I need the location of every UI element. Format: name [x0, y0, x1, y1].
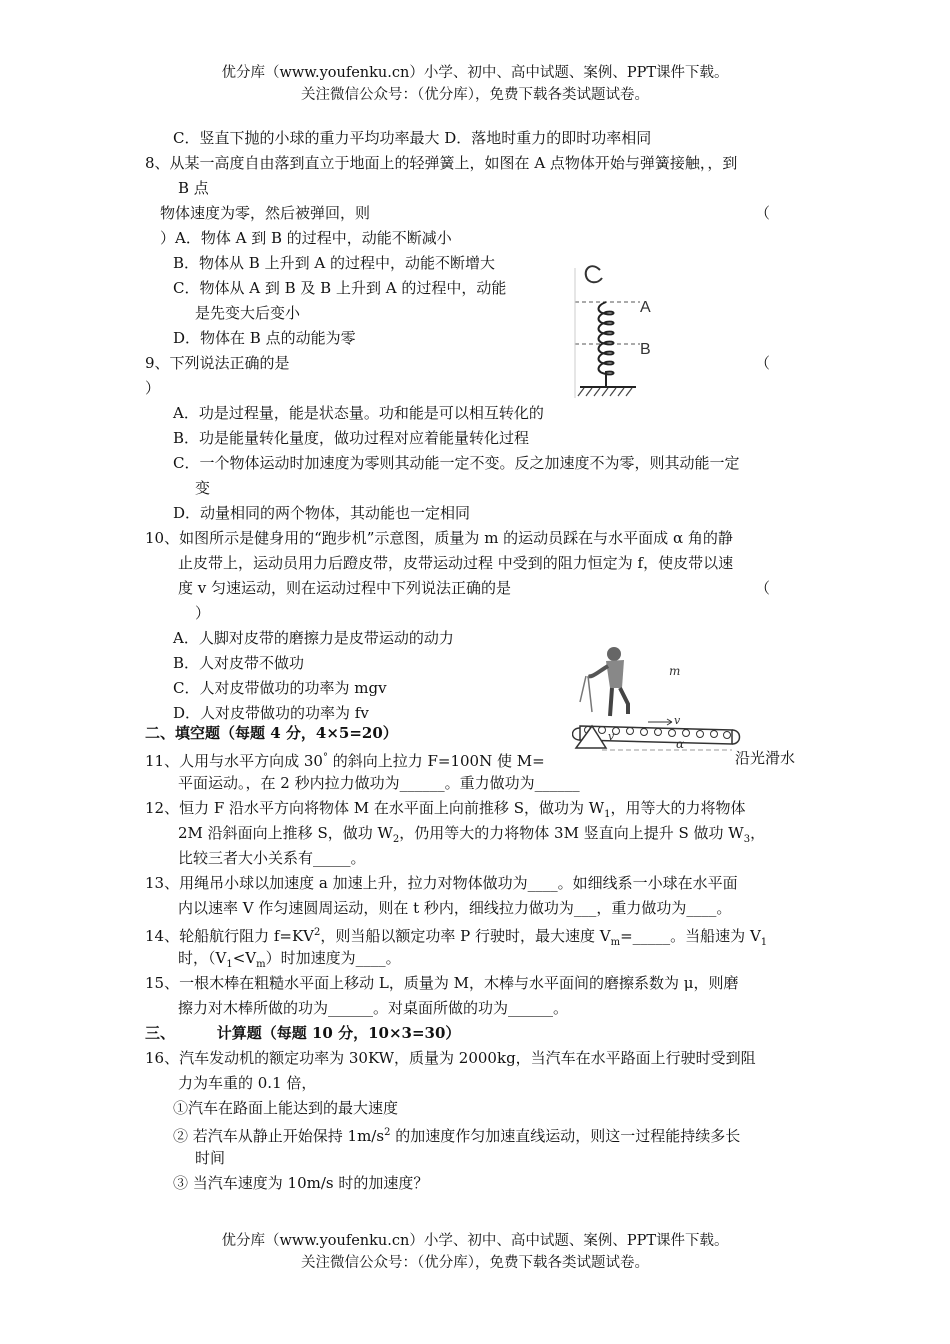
- q7-options-cd: C．竖直下抛的小球的重力平均功率最大 D．落地时重力的即时功率相同: [173, 129, 652, 147]
- q8-paren-open: （: [755, 204, 771, 222]
- q9-option-b: B．功是能量转化量度，做功过程对应着能量转化过程: [173, 429, 530, 447]
- footer-line-1: 优分库（www.youfenku.cn）小学、初中、高中试题、案例、PPT课件下载。: [221, 1233, 729, 1249]
- section-3-title: 三、 计算题（每题 10 分，10×3=30）: [145, 1024, 461, 1042]
- q9-option-d: D．动量相同的两个物体，其动能也一定相同: [173, 504, 471, 522]
- q8-option-c-2: 是先变大后变小: [195, 304, 301, 322]
- treadmill-figure: [572, 642, 742, 754]
- q16-line-2: 力为车重的 0.1 倍，: [178, 1074, 317, 1092]
- ground-hatch: [578, 388, 632, 396]
- label-a: A: [640, 299, 651, 316]
- q9-stem: 9、下列说法正确的是: [145, 354, 290, 372]
- q8-option-d: D．物体在 B 点的动能为零: [173, 329, 356, 347]
- q9-paren-open: （: [755, 354, 771, 372]
- roller: [641, 729, 648, 736]
- header-line-2: 关注微信公众号：（优分库），免费下载各类试题试卷。: [301, 87, 649, 103]
- q8-option-b: B．物体从 B 上升到 A 的过程中，动能不断增大: [173, 254, 495, 272]
- q16-item-1: ①汽车在路面上能达到的最大速度: [173, 1099, 399, 1117]
- q12-line-3: 比较三者大小关系有_____。: [178, 849, 366, 867]
- roller: [711, 731, 718, 738]
- q10-stem-1: 10、如图所示是健身用的“跑步机”示意图，质量为 m 的运动员踩在与水平面成 α 角的静: [145, 529, 733, 547]
- q12-line-1: 12、恒力 F 沿水平方向将物体 M 在水平面上向前推移 S，做功为 $W_1$，用等大的力将物体: [145, 799, 746, 820]
- falling-ball-shape: [586, 266, 602, 282]
- q16-item-3: ③ 当汽车速度为 10m/s 时的加速度？: [173, 1174, 429, 1192]
- spring-coil: [599, 302, 614, 386]
- q13-line-1: 13、用绳吊小球以加速度 a 加速上升，拉力对物体做功为____。如细线系一小球在水平面: [145, 874, 738, 892]
- roller: [724, 732, 731, 739]
- footer-line-2: 关注微信公众号：（优分库），免费下载各类试题试卷。: [301, 1255, 649, 1271]
- runner-head: [607, 647, 621, 661]
- q10-option-b: B．人对皮带不做功: [173, 654, 305, 672]
- runner-arm: [588, 666, 608, 676]
- roller: [697, 731, 704, 738]
- q15-line-2: 擦力对木棒所做的功为______。对桌面所做的功为______。: [178, 999, 569, 1017]
- q10-stem-3: 度 v 匀速运动，则在运动过程中下列说法正确的是: [178, 579, 512, 597]
- q11-line-1: 11、人用与水平方向成 30° 的斜向上拉力 F=100N 使 M=: [145, 752, 545, 770]
- q8-option-c-1: C．物体从 A 到 B 及 B 上升到 A 的过程中，动能: [173, 279, 507, 297]
- q16-line-1: 16、汽车发动机的额定功率为 30KW，质量为 2000kg，当汽车在水平路面上行驶时受到阻: [145, 1049, 756, 1067]
- q16-item-2-cont: 时间: [195, 1149, 226, 1167]
- header-line-1: 优分库（www.youfenku.cn）小学、初中、高中试题、案例、PPT课件下载。: [221, 65, 729, 81]
- q8-option-a: ）A．物体 A 到 B 的过程中，动能不断减小: [160, 229, 452, 247]
- q10-option-c: C．人对皮带做功的功率为 mgv: [173, 679, 387, 697]
- q14-line-2: 时，$(V_1<V_m)$时加速度为____。: [178, 949, 401, 970]
- q15-line-1: 15、一根木棒在粗糙水平面上移动 L，质量为 M，木棒与水平面间的磨擦系数为 μ，则磨: [145, 974, 739, 992]
- label-m: m: [669, 664, 681, 678]
- roller: [599, 727, 606, 734]
- q9-option-c-1: C．一个物体运动时加速度为零则其动能一定不变。反之加速度不为零，则其动能一定: [173, 454, 740, 472]
- q8-stem-2: 物体速度为零，然后被弹回，则: [160, 204, 371, 222]
- roller: [655, 729, 662, 736]
- q10-stem-2: 止皮带上，运动员用力后蹬皮带，皮带运动过程 中受到的阻力恒定为 f，使皮带以速: [178, 554, 734, 572]
- runner-body: [606, 660, 624, 688]
- roller: [683, 730, 690, 737]
- rope: [580, 676, 592, 712]
- q13-line-2: 内以速率 V 作匀速圆周运动，则在 t 秒内，细线拉力做功为___，重力做功为____。: [178, 899, 732, 917]
- q9-option-a: A．功是过程量，能是状态量。功和能是可以相互转化的: [173, 404, 544, 422]
- runner-legs: [610, 688, 628, 716]
- label-v-bottom: v: [608, 730, 615, 743]
- label-v-top: v: [674, 714, 681, 727]
- q14-line-1: 14、轮船航行阻力 $f=KV^2$，则当船以额定功率 P 行驶时，最大速度 $V_m=\_\_\_\_\_$。当船速为 $V_1$: [145, 927, 768, 948]
- q10-paren-close: ）: [195, 604, 211, 622]
- q10-option-d: D．人对皮带做功的功率为 fv: [173, 704, 369, 722]
- q9-option-c-2: 变: [195, 479, 211, 497]
- q10-option-a: A．人脚对皮带的磨擦力是皮带运动的动力: [173, 629, 454, 647]
- q8-stem-1b: B 点: [178, 179, 209, 197]
- label-b: B: [640, 341, 651, 358]
- q10-paren-open: （: [755, 579, 771, 597]
- q11-line-1-end: 沿光滑水: [735, 749, 796, 767]
- q9-paren-close: ）: [145, 379, 161, 397]
- q12-line-2: 2M 沿斜面向上推移 S，做功 $W_2$，仍用等大的力将物体 3M 竖直向上提升 S 做功 $W_3$，: [178, 824, 766, 845]
- section-2-title: 二、填空题（每题 4 分，4×5=20）: [145, 724, 398, 742]
- roller: [669, 730, 676, 737]
- q11-line-2: 平面运动。，在 2 秒内拉力做功为______。重力做功为______: [178, 774, 580, 792]
- q16-item-2: ② 若汽车从静止开始保持 $1m/s^2$ 的加速度作匀加速直线运动，则这一过程能持续多长: [173, 1127, 741, 1145]
- spring-figure: [570, 258, 660, 403]
- label-alpha: α: [676, 737, 685, 751]
- roller: [627, 728, 634, 735]
- q8-stem-1: 8、从某一高度自由落到直立于地面上的轻弹簧上，如图在 A 点物体开始与弹簧接触，，到: [145, 154, 738, 172]
